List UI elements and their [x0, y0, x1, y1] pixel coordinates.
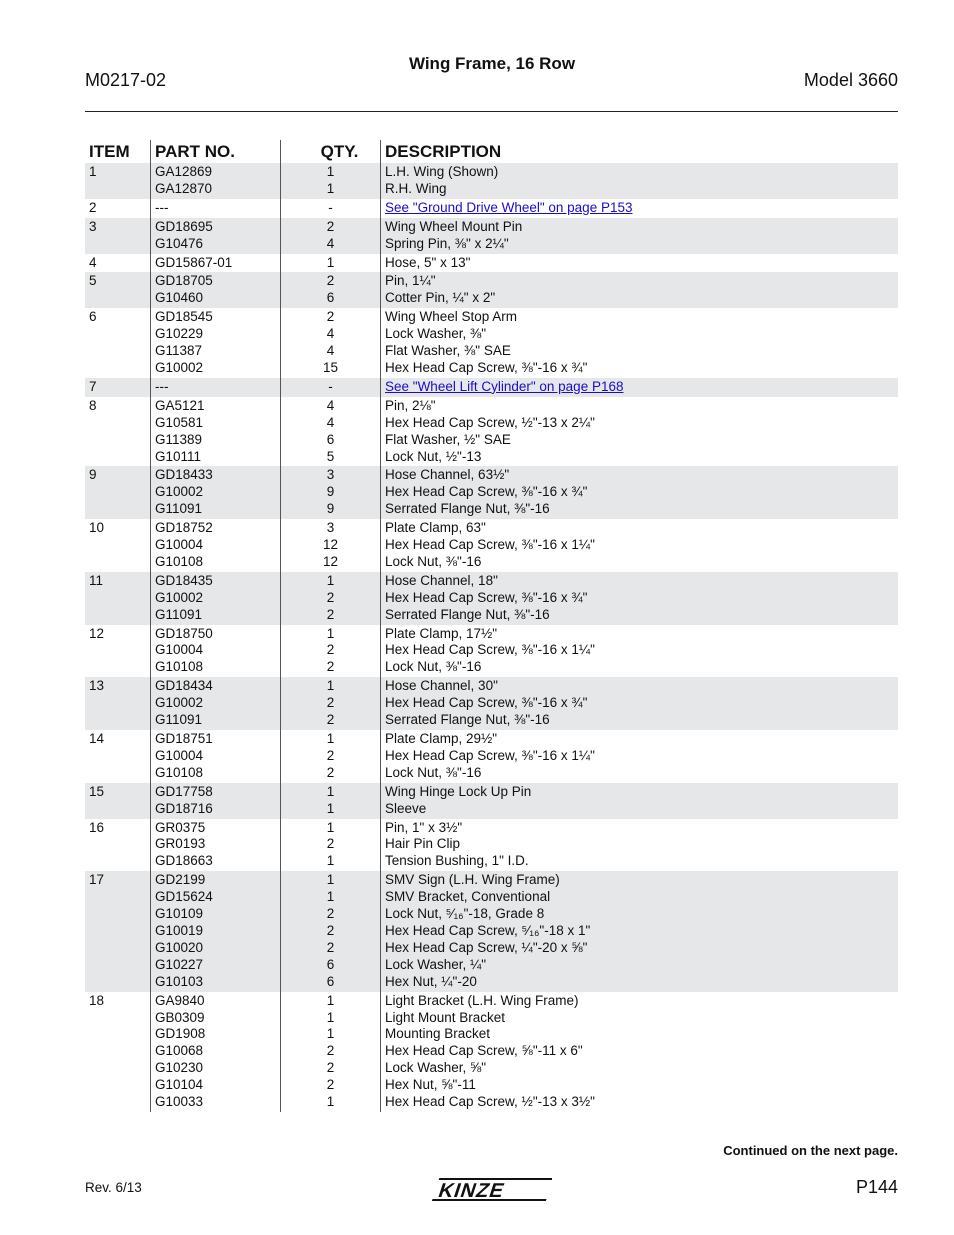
- quantity: 12: [322, 537, 339, 553]
- part-number: G10581: [155, 414, 204, 430]
- description: Light Bracket (L.H. Wing Frame): [385, 992, 579, 1008]
- part-number: G11387: [155, 343, 203, 359]
- part-number: GD1908: [155, 1026, 206, 1042]
- description-cell: [381, 308, 899, 378]
- part-number: GA12869: [155, 164, 213, 179]
- description: Mounting Bracket: [385, 1026, 491, 1042]
- description: Wing Wheel Mount Pin: [385, 218, 523, 234]
- description: Hex Head Cap Screw, ¼"-20 x ⅝": [385, 939, 588, 955]
- description: Lock Nut, ⅜"-16: [385, 764, 482, 780]
- part-number: G10002: [155, 359, 204, 375]
- description: SMV Bracket, Conventional: [385, 889, 551, 905]
- description-cell: [381, 819, 899, 872]
- quantity: 12: [322, 553, 339, 569]
- part-number: GD18751: [155, 731, 213, 746]
- table-row: [85, 677, 898, 730]
- part-number-cell: [151, 992, 281, 1112]
- part-number-cell: [151, 272, 281, 308]
- quantity-cell: [281, 572, 381, 625]
- description-cell: [381, 378, 899, 397]
- item-number: 7: [85, 378, 151, 397]
- description: Hex Nut, ⅝"-11: [385, 1077, 476, 1093]
- quantity: 4: [326, 326, 335, 342]
- item-number: 11: [85, 572, 151, 625]
- part-number-cell: [151, 397, 281, 467]
- header-divider: [85, 111, 898, 112]
- table-row: [85, 519, 898, 572]
- part-number: G11091: [155, 606, 203, 622]
- part-number: G10004: [155, 537, 204, 553]
- quantity: 6: [326, 956, 335, 972]
- quantity-cell: [281, 871, 381, 991]
- description-cell: [381, 992, 899, 1112]
- quantity: 1: [326, 783, 335, 799]
- part-number: ---: [155, 378, 169, 394]
- part-number: GD15867-01: [155, 254, 233, 270]
- description: Hose Channel, 18": [385, 572, 498, 588]
- description: Flat Washer, ½" SAE: [385, 431, 511, 447]
- part-number: G10227: [155, 956, 204, 972]
- part-number-cell: [151, 871, 281, 991]
- description-cell: [381, 572, 899, 625]
- table-row: [85, 163, 898, 199]
- logo-text: KINZE: [435, 1179, 508, 1202]
- table-row: [85, 254, 898, 273]
- quantity: 2: [326, 906, 335, 922]
- part-number: GD17758: [155, 783, 213, 799]
- description: Plate Clamp, 29½": [385, 731, 498, 746]
- quantity: 6: [326, 290, 335, 306]
- description: Wing Wheel Stop Arm: [385, 309, 518, 325]
- part-number: GD18705: [155, 273, 213, 289]
- part-number: GA5121: [155, 397, 205, 413]
- description: Lock Washer, ⅜": [385, 326, 487, 342]
- table-row: [85, 625, 898, 678]
- quantity: -: [328, 378, 333, 394]
- description: Hex Head Cap Screw, ½"-13 x 2¼": [385, 414, 595, 430]
- part-number-cell: [151, 519, 281, 572]
- part-number-cell: [151, 572, 281, 625]
- header-qty: QTY.: [281, 140, 381, 163]
- quantity: 2: [326, 642, 335, 658]
- part-number-cell: [151, 466, 281, 519]
- description-cell: [381, 783, 899, 819]
- quantity-cell: [281, 308, 381, 378]
- header-item: ITEM: [89, 142, 130, 161]
- quantity: 9: [326, 484, 335, 500]
- description: Lock Nut, ½"-13: [385, 448, 482, 464]
- quantity: 1: [326, 678, 335, 694]
- part-number-cell: [151, 163, 281, 199]
- quantity: 2: [326, 659, 335, 675]
- part-number: ---: [155, 199, 169, 215]
- part-number: G10004: [155, 747, 204, 763]
- description: Hex Head Cap Screw, ⅜"-16 x 1¼": [385, 747, 595, 763]
- description: Hex Head Cap Screw, ⅜"-16 x 1¼": [385, 537, 595, 553]
- quantity: 2: [326, 218, 335, 234]
- description-cell: [381, 163, 899, 199]
- quantity: 3: [326, 520, 335, 536]
- description: Hair Pin Clip: [385, 836, 461, 852]
- quantity: 2: [326, 606, 335, 622]
- part-number: G10108: [155, 659, 204, 675]
- quantity-cell: [281, 783, 381, 819]
- item-number: 1: [85, 163, 151, 199]
- description: Serrated Flange Nut, ⅜"-16: [385, 501, 550, 517]
- part-number: GD18750: [155, 625, 213, 641]
- part-number-cell: [151, 308, 281, 378]
- description: Hex Head Cap Screw, ½"-13 x 3½": [385, 1094, 595, 1110]
- table-row: [85, 218, 898, 254]
- part-number-cell: [151, 783, 281, 819]
- part-number: GD15624: [155, 889, 213, 905]
- quantity: 1: [326, 889, 335, 905]
- description: Hose Channel, 63½": [385, 467, 510, 483]
- quantity-cell: [281, 819, 381, 872]
- description-cell: [381, 677, 899, 730]
- part-number: G10476: [155, 235, 204, 251]
- description-cell: [381, 199, 899, 218]
- page-number: P144: [855, 1177, 898, 1197]
- item-number: 16: [89, 819, 105, 835]
- table-row: [85, 783, 898, 819]
- quantity-cell: [281, 218, 381, 254]
- description: Hex Head Cap Screw, ⅜"-16 x ¾": [385, 589, 588, 605]
- quantity: 1: [326, 572, 335, 588]
- description: Flat Washer, ⅜" SAE: [385, 343, 511, 359]
- parts-table-body: [85, 163, 898, 1112]
- quantity-cell: [281, 466, 381, 519]
- part-number: GD18695: [155, 218, 213, 234]
- part-number: G10068: [155, 1043, 204, 1059]
- description: Cotter Pin, ¼" x 2": [385, 290, 496, 306]
- page-reference-link[interactable]: See "Ground Drive Wheel" on page P153: [385, 199, 633, 215]
- quantity: 1: [326, 872, 335, 888]
- description: Hex Head Cap Screw, ⅜"-16 x 1¼": [385, 642, 595, 658]
- table-row: [85, 378, 898, 397]
- quantity: 2: [326, 747, 335, 763]
- part-number: G10019: [155, 922, 204, 938]
- quantity: 1: [326, 819, 335, 835]
- quantity: 1: [326, 992, 335, 1008]
- description-cell: [381, 466, 899, 519]
- quantity: 6: [326, 431, 335, 447]
- part-number: GD18545: [155, 309, 213, 325]
- quantity: 1: [326, 180, 335, 196]
- quantity: -: [328, 199, 333, 215]
- description: SMV Sign (L.H. Wing Frame): [385, 872, 560, 888]
- part-number: GD18716: [155, 800, 213, 816]
- quantity: 1: [326, 254, 335, 270]
- part-number: GD2199: [155, 872, 206, 888]
- quantity: 9: [326, 501, 335, 517]
- part-number-cell: [151, 254, 281, 273]
- table-row: [85, 572, 898, 625]
- description: L.H. Wing (Shown): [385, 164, 499, 179]
- description: Serrated Flange Nut, ⅜"-16: [385, 712, 550, 728]
- model-label: Model 3660: [803, 70, 898, 90]
- part-number: GB0309: [155, 1009, 205, 1025]
- description: Hex Head Cap Screw, ⅜"-16 x ¾": [385, 695, 588, 711]
- item-number: 15: [85, 783, 151, 819]
- part-number: G10460: [155, 290, 204, 306]
- description: Hex Head Cap Screw, ⅝"-11 x 6": [385, 1043, 583, 1059]
- item-number: 10: [89, 520, 105, 536]
- part-number: GD18752: [155, 520, 213, 536]
- parts-table: [85, 140, 898, 1112]
- quantity: 2: [326, 939, 335, 955]
- quantity: 2: [326, 764, 335, 780]
- part-number: G10103: [155, 973, 204, 989]
- description: Light Mount Bracket: [385, 1009, 506, 1025]
- quantity: 1: [326, 731, 335, 746]
- description: Lock Washer, ⅝": [385, 1060, 487, 1076]
- description: Lock Nut, ⁵⁄₁₆"-18, Grade 8: [385, 906, 545, 922]
- part-number: G10108: [155, 553, 204, 569]
- page-reference-link[interactable]: See "Wheel Lift Cylinder" on page P168: [385, 378, 624, 394]
- description: Pin, 1" x 3½": [385, 819, 463, 835]
- part-number: G10002: [155, 484, 204, 500]
- part-number-cell: [151, 677, 281, 730]
- quantity: 1: [326, 625, 335, 641]
- quantity: 2: [326, 273, 335, 289]
- quantity: 4: [326, 397, 335, 413]
- table-row: [85, 730, 898, 783]
- part-number: GA9840: [155, 992, 205, 1008]
- quantity-cell: [281, 992, 381, 1112]
- quantity-cell: [281, 163, 381, 199]
- part-number: G10230: [155, 1060, 204, 1076]
- revision-label: Rev. 6/13: [85, 1180, 142, 1195]
- description-cell: [381, 625, 899, 678]
- part-number: GD18663: [155, 853, 213, 869]
- quantity: 15: [322, 359, 339, 375]
- description-cell: [381, 871, 899, 991]
- quantity-cell: [281, 378, 381, 397]
- item-number: 18: [89, 992, 105, 1008]
- part-number-cell: [151, 819, 281, 872]
- description-cell: [381, 254, 899, 273]
- continued-note: Continued on the next page.: [723, 1143, 898, 1158]
- table-row: [85, 992, 898, 1112]
- description: Hose Channel, 30": [385, 678, 498, 694]
- quantity-cell: [281, 519, 381, 572]
- quantity: 2: [326, 1043, 335, 1059]
- item-number: 13: [85, 677, 151, 730]
- table-row: [85, 308, 898, 378]
- item-number: 4: [89, 254, 97, 270]
- part-number: GD18433: [155, 467, 213, 483]
- quantity: 1: [326, 800, 335, 816]
- quantity: 4: [326, 414, 335, 430]
- description: Pin, 1¼": [385, 273, 436, 289]
- part-number: G10033: [155, 1094, 204, 1110]
- description: Wing Hinge Lock Up Pin: [385, 783, 532, 799]
- quantity-cell: [281, 272, 381, 308]
- description: Hex Nut, ¼"-20: [385, 973, 477, 989]
- item-number: 2: [89, 199, 97, 215]
- part-number-cell: [151, 378, 281, 397]
- quantity: 1: [326, 1094, 335, 1110]
- quantity: 5: [326, 448, 335, 464]
- quantity: 3: [326, 467, 335, 483]
- table-header-row: [85, 140, 898, 163]
- part-number: GD18434: [155, 678, 213, 694]
- description: Tension Bushing, 1" I.D.: [385, 853, 529, 869]
- quantity: 4: [326, 235, 335, 251]
- quantity: 2: [326, 1077, 335, 1093]
- description: Lock Washer, ¼": [385, 956, 487, 972]
- part-number: G10229: [155, 326, 204, 342]
- quantity: 2: [326, 309, 335, 325]
- item-number: 6: [89, 309, 97, 325]
- item-number: 12: [89, 625, 105, 641]
- description: Plate Clamp, 17½": [385, 625, 498, 641]
- part-number: G10002: [155, 589, 204, 605]
- table-row: [85, 466, 898, 519]
- quantity: 1: [326, 1026, 335, 1042]
- quantity: 2: [326, 922, 335, 938]
- part-number: GA12870: [155, 180, 213, 196]
- part-number: G11091: [155, 501, 203, 517]
- description: R.H. Wing: [385, 180, 447, 196]
- quantity-cell: [281, 730, 381, 783]
- table-row: [85, 397, 898, 467]
- description-cell: [381, 730, 899, 783]
- description: Hex Head Cap Screw, ⁵⁄₁₆"-18 x 1": [385, 922, 591, 938]
- quantity: 2: [326, 589, 335, 605]
- table-row: [85, 272, 898, 308]
- quantity: 2: [326, 695, 335, 711]
- description: Pin, 2⅛": [385, 397, 436, 413]
- quantity-cell: [281, 677, 381, 730]
- table-row: [85, 819, 898, 872]
- part-number-cell: [151, 218, 281, 254]
- description: Lock Nut, ⅜"-16: [385, 659, 482, 675]
- part-number: G10104: [155, 1077, 204, 1093]
- part-number-cell: [151, 199, 281, 218]
- quantity-cell: [281, 397, 381, 467]
- kinze-logo: [432, 1176, 552, 1204]
- item-number: 3: [85, 218, 151, 254]
- quantity: 2: [326, 712, 335, 728]
- part-number: G11389: [155, 431, 203, 447]
- description: Hex Head Cap Screw, ⅜"-16 x ¾": [385, 484, 588, 500]
- item-number: 5: [85, 272, 151, 308]
- quantity: 2: [326, 836, 335, 852]
- part-number: G10109: [155, 906, 204, 922]
- item-number: 14: [89, 731, 105, 746]
- part-number-cell: [151, 625, 281, 678]
- description: Hex Head Cap Screw, ⅜"-16 x ¾": [385, 359, 588, 375]
- quantity: 1: [326, 853, 335, 869]
- part-number: G10002: [155, 695, 204, 711]
- part-number: GR0375: [155, 819, 206, 835]
- header-description: DESCRIPTION: [381, 140, 899, 163]
- part-number: GR0193: [155, 836, 206, 852]
- description-cell: [381, 272, 899, 308]
- item-number: 9: [85, 466, 151, 519]
- part-number: GD18435: [155, 572, 213, 588]
- quantity-cell: [281, 625, 381, 678]
- part-number: G11091: [155, 712, 203, 728]
- page-title: Wing Frame, 16 Row: [408, 54, 576, 73]
- part-number: G10020: [155, 939, 204, 955]
- description: Hose, 5" x 13": [385, 254, 471, 270]
- item-number: 17: [85, 871, 151, 991]
- quantity-cell: [281, 199, 381, 218]
- description: Serrated Flange Nut, ⅜"-16: [385, 606, 550, 622]
- description-cell: [381, 397, 899, 467]
- description: Lock Nut, ⅜"-16: [385, 553, 482, 569]
- quantity: 4: [326, 343, 335, 359]
- part-number: G10108: [155, 764, 204, 780]
- part-number-cell: [151, 730, 281, 783]
- quantity: 1: [326, 164, 335, 179]
- part-number: G10004: [155, 642, 204, 658]
- header-part-no: PART NO.: [151, 140, 281, 163]
- quantity: 1: [326, 1009, 335, 1025]
- doc-number: M0217-02: [85, 70, 167, 90]
- description: Plate Clamp, 63": [385, 520, 486, 536]
- quantity-cell: [281, 254, 381, 273]
- description-cell: [381, 519, 899, 572]
- table-row: [85, 871, 898, 991]
- quantity: 6: [326, 973, 335, 989]
- part-number: G10111: [155, 448, 202, 464]
- table-row: [85, 199, 898, 218]
- description-cell: [381, 218, 899, 254]
- description: Sleeve: [385, 800, 427, 816]
- description: Spring Pin, ⅜" x 2¼": [385, 235, 509, 251]
- quantity: 2: [326, 1060, 335, 1076]
- item-number: 8: [89, 397, 97, 413]
